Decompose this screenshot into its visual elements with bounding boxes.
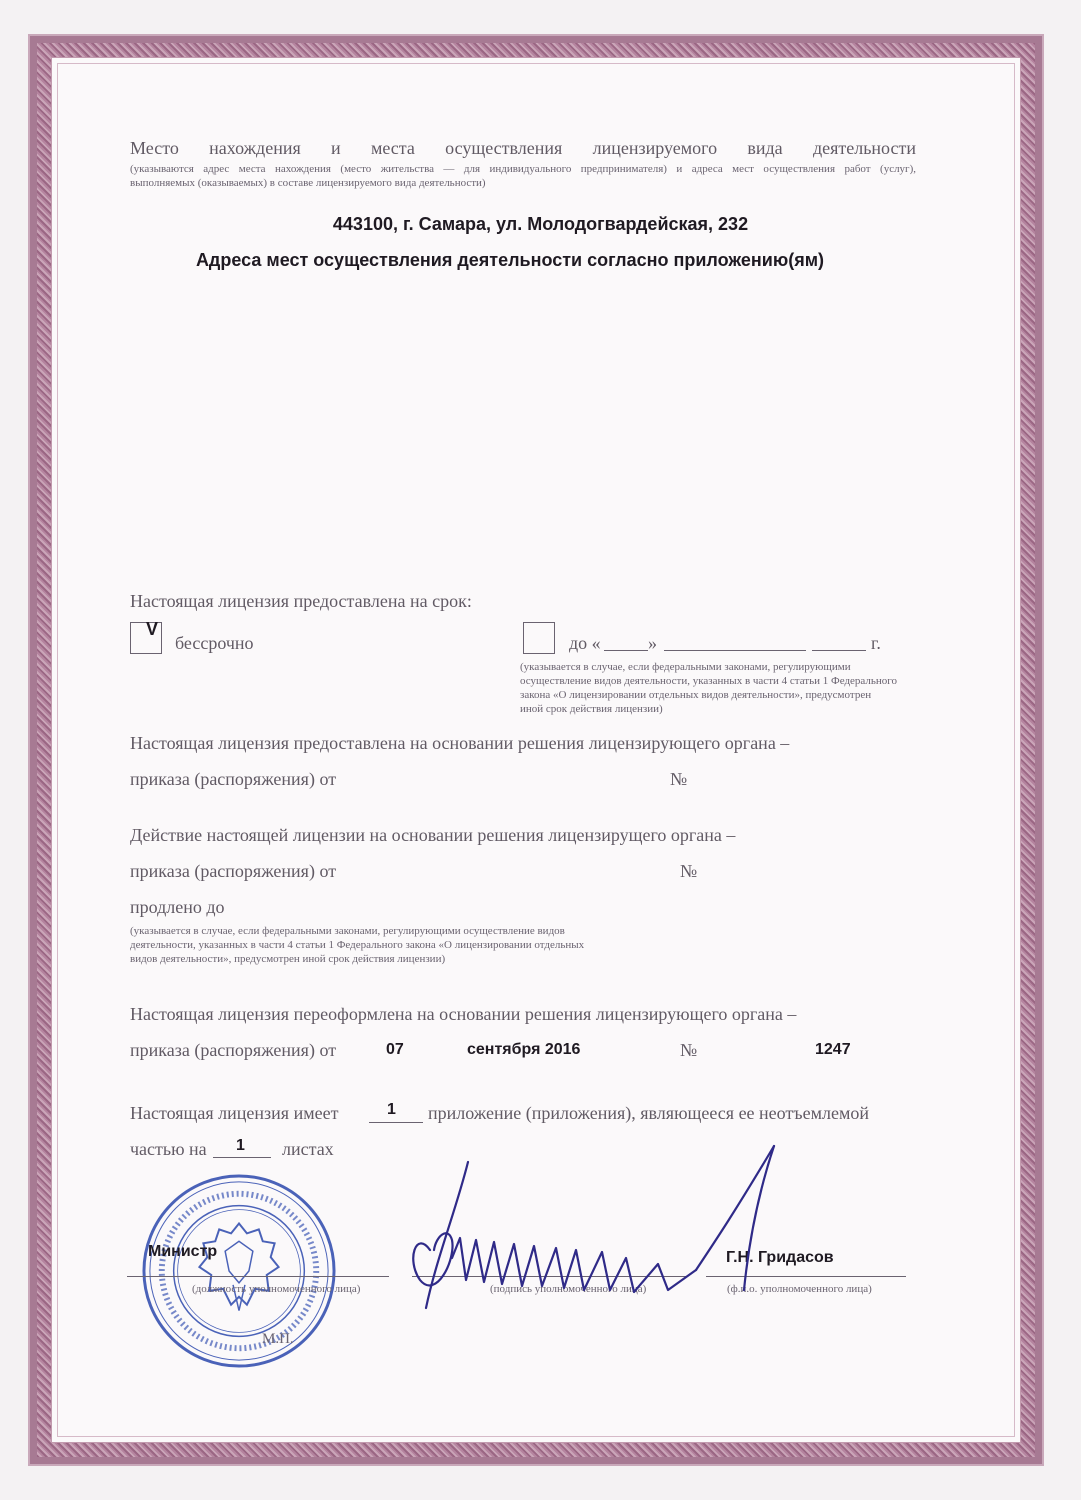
position-caption: (должность уполномоченного лица)	[192, 1283, 361, 1295]
extension-note-1: (указывается в случае, если федеральными законами, регулирующими осуществление видов	[130, 925, 565, 937]
term-note-2: осуществление видов деятельности, указанных в части 4 статьи 1 Федерального	[520, 675, 898, 687]
until-prefix: до «	[569, 633, 601, 653]
basis-number-sign: №	[670, 769, 688, 789]
extension-line2: приказа (распоряжения) от	[130, 861, 337, 881]
term-note-1: (указывается в случае, если федеральными законами, регулирующими	[520, 661, 851, 673]
official-seal	[140, 1172, 338, 1370]
appendix-line1-prefix: Настоящая лицензия имеет	[130, 1103, 339, 1123]
basis-line2: приказа (распоряжения) от	[130, 769, 337, 789]
basis-line1: Настоящая лицензия предоставлена на основании решения лицензирующего органа –	[130, 733, 790, 753]
appendix-count: 1	[387, 1101, 396, 1118]
seal-place-mark: М.П.	[262, 1331, 294, 1347]
reissue-number-sign: №	[680, 1040, 698, 1060]
until-suffix: г.	[871, 633, 881, 653]
signature-caption: (подпись уполномоченного лица)	[490, 1283, 647, 1295]
reissue-line1: Настоящая лицензия переоформлена на основании решения лицензирующего органа –	[130, 1004, 797, 1024]
header-title: Место нахождения и места осуществления лицензируемого вида деятельности	[130, 138, 916, 158]
term-label: Настоящая лицензия предоставлена на срок:	[130, 591, 472, 611]
until-mid: »	[648, 633, 657, 653]
until-month-line	[664, 650, 806, 651]
reissue-line2: приказа (распоряжения) от	[130, 1040, 337, 1060]
signer-position: Министр	[148, 1243, 218, 1260]
appendix-line1-suffix: приложение (приложения), являющееся ее неотъемлемой	[428, 1103, 869, 1123]
main-address: 443100, г. Самара, ул. Молодогвардейская, 232	[332, 214, 749, 234]
signer-name: Г.Н. Гридасов	[726, 1249, 834, 1266]
appendix-line2-suffix: листах	[282, 1139, 334, 1159]
until-day-line	[604, 650, 648, 651]
until-date-checkbox[interactable]	[523, 622, 555, 654]
appendix-sheets: 1	[236, 1137, 245, 1154]
extension-note-3: видов деятельности», предусмотрен иной срок действия лицензии)	[130, 953, 446, 965]
term-note-4: иной срок действия лицензии)	[520, 703, 663, 715]
check-mark: V	[146, 619, 159, 639]
places-address: Адреса мест осуществления деятельности согласно приложению(ям)	[195, 250, 825, 270]
reissue-number: 1247	[815, 1041, 851, 1058]
appendix-count-line	[369, 1122, 423, 1123]
header-note-line2: выполняемых (оказываемых) в составе лицензируемого вида деятельности)	[130, 177, 486, 189]
unlimited-label: бессрочно	[175, 633, 254, 653]
reissue-day: 07	[386, 1041, 404, 1058]
reissue-month-year: сентября 2016	[467, 1041, 581, 1058]
position-line	[127, 1276, 389, 1277]
handwritten-signature	[396, 1140, 786, 1330]
term-note-3: закона «О лицензировании отдельных видов деятельности», предусмотрен	[520, 689, 872, 701]
extended-until: продлено до	[130, 897, 225, 917]
until-year-line	[812, 650, 866, 651]
name-caption: (ф.и.о. уполномоченного лица)	[727, 1283, 872, 1295]
extension-number-sign: №	[680, 861, 698, 881]
appendix-line2-prefix: частью на	[130, 1139, 207, 1159]
appendix-sheets-line	[213, 1157, 271, 1158]
extension-note-2: деятельности, указанных в части 4 статьи 1 Федерального закона «О лицензировании отдельных	[130, 939, 585, 951]
header-note-line1: (указываются адрес места нахождения (место жительства — для индивидуального предпринимателя) и адреса мест осуществления работ (услуг),	[130, 163, 916, 175]
extension-line1: Действие настоящей лицензии на основании решения лицензирущего органа –	[130, 825, 736, 845]
